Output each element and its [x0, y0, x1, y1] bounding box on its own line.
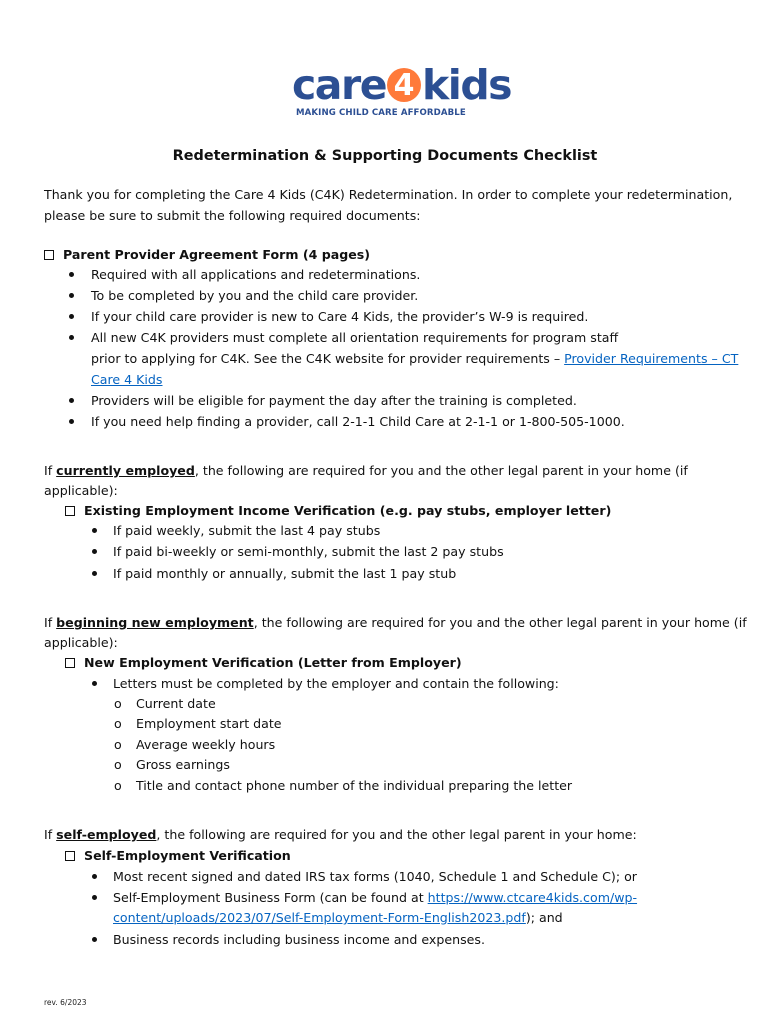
list-item: If paid weekly, submit the last 4 pay stubs: [113, 523, 381, 538]
logo-tagline: MAKING CHILD CARE AFFORDABLE: [296, 108, 466, 118]
checkbox[interactable]: [44, 250, 54, 260]
sub-bullet-marker: o: [114, 778, 122, 793]
list-item: If paid monthly or annually, submit the last 1 pay stub: [113, 566, 457, 581]
parent-provider-checkbox-row[interactable]: [44, 244, 370, 265]
checkbox[interactable]: [65, 851, 75, 861]
sub-list-item: Title and contact phone number of the individual preparing the letter: [136, 778, 573, 793]
logo-word-care: care: [292, 61, 386, 109]
self-employment-form-link-cont[interactable]: content/uploads/2023/07/Self-Employment-Form-English2023.pdf: [113, 910, 526, 925]
intro-pre: If: [44, 827, 57, 842]
logo-four-circle: 4: [387, 68, 421, 102]
care4kids-logo: [292, 60, 512, 120]
page-title: Redetermination & Supporting Documents Checklist: [172, 148, 598, 164]
list-item: Letters must be completed by the employer and contain the following:: [113, 676, 559, 691]
intro-pre: If: [44, 463, 57, 478]
logo-wordmark: [292, 60, 511, 110]
provider-requirements-link[interactable]: Provider Requirements – CT: [564, 351, 739, 366]
list-item-text: Self-Employment Business Form (can be found at: [113, 890, 428, 905]
list-item: [113, 887, 637, 908]
bullet-dot: [92, 937, 97, 942]
sub-bullet-marker: o: [114, 757, 122, 772]
provider-requirements-link-cont[interactable]: Care 4 Kids: [91, 372, 163, 387]
sub-list-item: Gross earnings: [136, 757, 230, 772]
self-employed-intro: [44, 824, 637, 845]
intro-post: , the following are required for you and the other legal parent in your home (if: [253, 615, 747, 630]
checkbox-label: Existing Employment Income Verification (e.g. pay stubs, employer letter): [84, 503, 612, 518]
intro-line-2: please be sure to submit the following required documents:: [44, 208, 421, 223]
checkbox-label: Parent Provider Agreement Form (4 pages): [63, 247, 371, 262]
checkbox-label: Self-Employment Verification: [84, 848, 291, 863]
list-item: All new C4K providers must complete all orientation requirements for program staff: [91, 330, 619, 345]
list-item: If paid bi-weekly or semi-monthly, submit the last 2 pay stubs: [113, 544, 504, 559]
list-item-continued: [91, 348, 738, 369]
list-item: To be completed by you and the child care provider.: [91, 288, 419, 303]
intro-post: , the following are required for you and the other legal parent in your home:: [156, 827, 637, 842]
list-item: If you need help finding a provider, call 2-1-1 Child Care at 2-1-1 or 1-800-505-1000.: [91, 414, 625, 429]
list-item-text: ); and: [525, 910, 563, 925]
beginning-new-employment-label: beginning new employment: [56, 615, 254, 630]
employed-intro-line-1: [44, 460, 688, 481]
bullet-dot: [92, 874, 97, 879]
employed-intro-line-2: applicable):: [44, 483, 118, 498]
list-item: If your child care provider is new to Care 4 Kids, the provider’s W-9 is required.: [91, 309, 589, 324]
new-employment-intro-line-2: applicable):: [44, 635, 118, 650]
list-item-continued: [113, 907, 563, 928]
self-employed-label: self-employed: [56, 827, 157, 842]
checkbox[interactable]: [65, 658, 75, 668]
intro-pre: If: [44, 615, 57, 630]
bullet-dot: [92, 895, 97, 900]
revision-date: rev. 6/2023: [44, 998, 87, 1007]
new-employment-intro-line-1: [44, 612, 747, 633]
list-item: Required with all applications and redeterminations.: [91, 267, 421, 282]
intro-post: , the following are required for you and the other legal parent in your home (if: [194, 463, 688, 478]
continued-text: prior to applying for C4K. See the C4K website for provider requirements –: [91, 351, 565, 366]
sub-bullet-marker: o: [114, 696, 122, 711]
bullet-dot: [92, 549, 97, 554]
checkbox[interactable]: [65, 506, 75, 516]
list-item: Providers will be eligible for payment the day after the training is completed.: [91, 393, 577, 408]
bullet-dot: [92, 528, 97, 533]
bullet-dot: [69, 272, 74, 277]
employment-verification-checkbox-row[interactable]: [65, 500, 611, 521]
bullet-dot: [69, 314, 74, 319]
list-item: Most recent signed and dated IRS tax forms (1040, Schedule 1 and Schedule C); or: [113, 869, 637, 884]
sub-list-item: Average weekly hours: [136, 737, 276, 752]
bullet-dot: [69, 293, 74, 298]
bullet-dot: [69, 335, 74, 340]
bullet-dot: [92, 571, 97, 576]
bullet-dot: [69, 419, 74, 424]
intro-line-1: Thank you for completing the Care 4 Kids (C4K) Redetermination. In order to complete your redetermination,: [44, 187, 733, 202]
bullet-dot: [92, 681, 97, 686]
sub-list-item: Employment start date: [136, 716, 282, 731]
currently-employed-label: currently employed: [56, 463, 195, 478]
self-employment-checkbox-row[interactable]: [65, 845, 291, 866]
self-employment-form-link[interactable]: https://www.ctcare4kids.com/wp-: [427, 890, 638, 905]
new-employment-checkbox-row[interactable]: [65, 652, 462, 673]
checkbox-label: New Employment Verification (Letter from Employer): [84, 655, 462, 670]
bullet-dot: [69, 398, 74, 403]
list-item-continued: [91, 369, 163, 390]
sub-bullet-marker: o: [114, 716, 122, 731]
sub-list-item: Current date: [136, 696, 216, 711]
list-item: Business records including business income and expenses.: [113, 932, 485, 947]
sub-bullet-marker: o: [114, 737, 122, 752]
logo-word-kids: kids: [422, 61, 512, 109]
